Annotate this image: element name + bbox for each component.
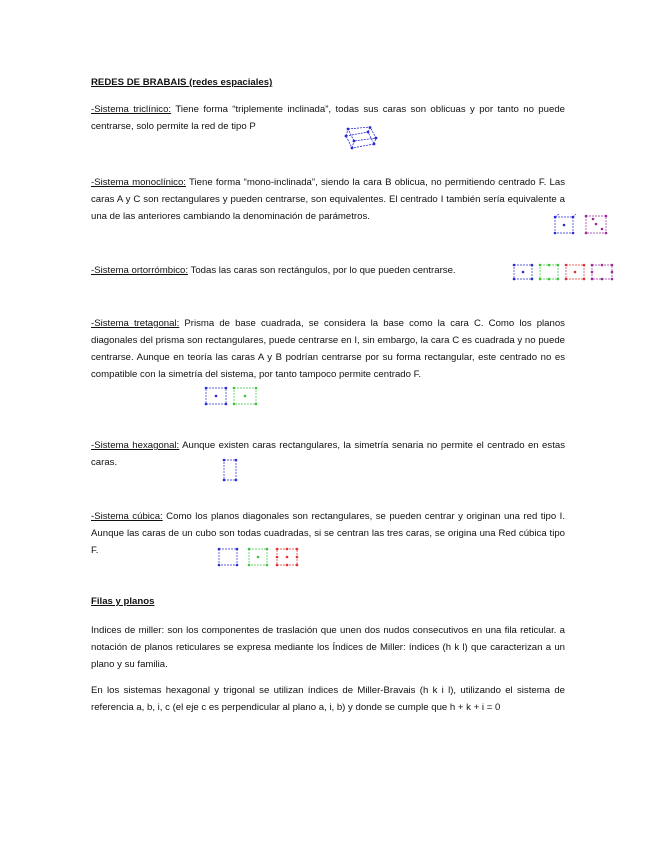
label-hexagonal: -Sistema hexagonal: (91, 440, 180, 451)
label-triclinico: -Sistema triclínico: (91, 104, 172, 115)
figure-monoclinic-lattices (552, 213, 612, 237)
paragraph-cubica (91, 508, 565, 559)
figure-hexagonal-lattice (218, 457, 242, 483)
text-cubica: Como los planos diagonales son rectangulares, se pueden centrar y originan una red tipo I. Aunque las caras de un cubo son todas cuadradas, si se centran las tres caras, se origina una Red cúbica tipo F. (91, 511, 566, 556)
page-title: REDES DE BRABAIS (redes espaciales) (91, 77, 273, 88)
text-monoclinico: Tiene forma “mono-inclinada”, siendo la cara B oblicua, no permitiendo centrado F. Las caras A y C son rectangulares y pueden centrarse, son equivalentes. El centrado I también sería equivalente a una de las anteriores cambiando la denominación de parámetros. (91, 177, 566, 222)
text-triclinico: Tiene forma “triplemente inclinada”, todas sus caras son oblicuas y por tanto no puede centrarse, solo permite la red de tipo P (91, 104, 565, 132)
label-cubica: -Sistema cúbica: (91, 511, 163, 522)
paragraph-ortorrombico (91, 262, 511, 279)
section-title-filas: Filas y planos (91, 596, 155, 607)
label-monoclinico: -Sistema monoclínico: (91, 177, 186, 188)
figure-orthorhombic-lattices (510, 262, 616, 282)
paragraph-monoclinico (91, 174, 565, 225)
paragraph-hexagonal (91, 437, 565, 471)
label-ortorrombico: -Sistema ortorrómbico: (91, 265, 189, 276)
label-tetragonal: -Sistema tretagonal: (91, 318, 180, 329)
figure-triclinic-lattice (340, 126, 380, 152)
figure-cubic-lattices (213, 545, 301, 569)
text-ortorrombico: Todas las caras son rectángulos, por lo que pueden centrarse. (188, 265, 456, 276)
text-tetragonal: Prisma de base cuadrada, se considera la base como la cara C. Como los planos diagonales del prisma son rectangulares, puede centrarse en I, sin embargo, la cara C es cuadrada y no puede centrarse. Aunque en teoría las caras A y B podrían centrarse por su forma rectangular, este centrado no es compatible con la simetría del sistema, por tanto tampoco permite centrado F. (91, 318, 565, 380)
paragraph-miller: Indices de miller: son los componentes de traslación que unen dos nudos consecutivos en una fila reticular. a notación de planos reticulares se expresa mediante los Índices de Miller: índices (h k l) que caracterizan a un plano y su familia. (91, 625, 565, 670)
text-hexagonal: Aunque existen caras rectangulares, la simetría senaria no permite el centrado en estas caras. (91, 440, 565, 468)
paragraph-bravais: En los sistemas hexagonal y trigonal se utilizan índices de Miller-Bravais (h k i l), utilizando el sistema de referencia a, b, i, c (el eje c es perpendicular al plano a, i, b) y donde se cumple que h + k + i = 0 (91, 685, 565, 713)
figure-tetragonal-lattices (200, 385, 262, 407)
paragraph-tetragonal (91, 315, 565, 383)
paragraph-triclinico (91, 101, 565, 135)
